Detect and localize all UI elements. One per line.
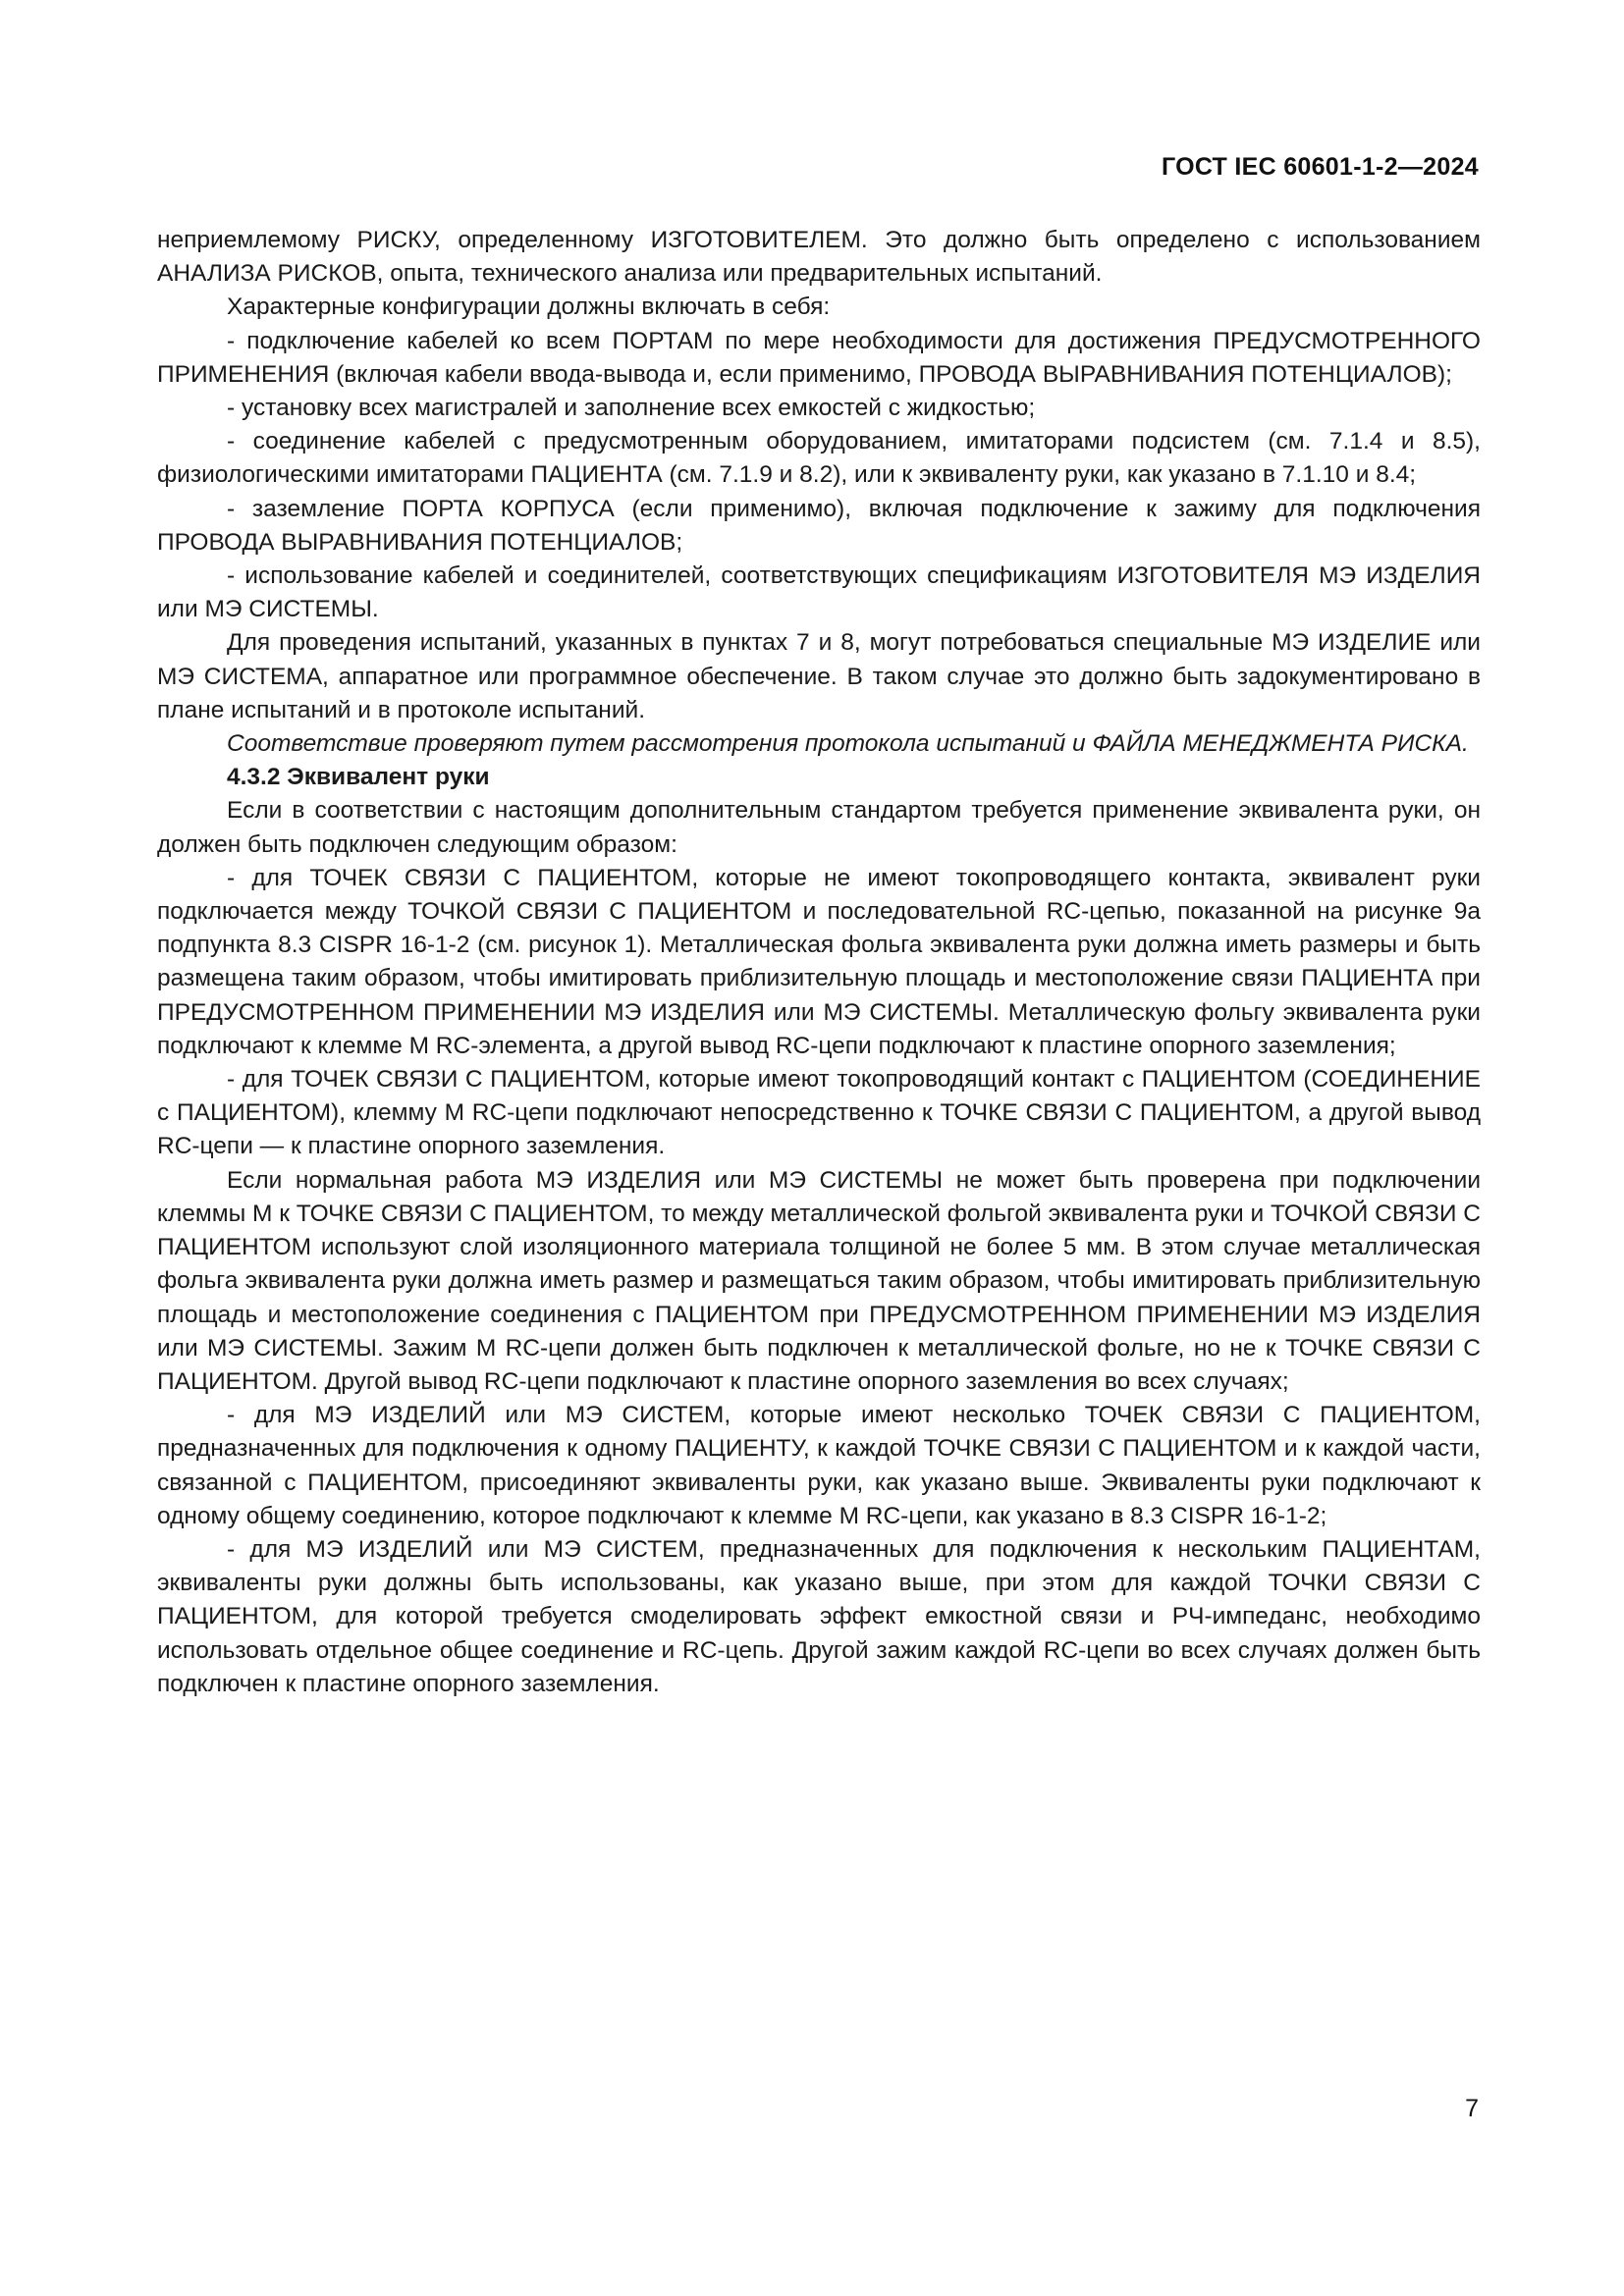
list-item: - соединение кабелей с предусмотренным оборудованием, имитаторами подсистем (см. 7.1.4 и 8.5), физиологическими имитаторами ПАЦИЕНТА (см. 7.1.9 и 8.2), или к эквиваленту руки, как указано в 7.1.10 и 8.4; (157, 428, 1481, 489)
paragraph: Если нормальная работа МЭ ИЗДЕЛИЯ или МЭ СИСТЕМЫ не может быть проверена при подключении клеммы М к ТОЧКЕ СВЯЗИ С ПАЦИЕНТОМ, то между металлической фольгой эквивалента руки и ТОЧКОЙ СВЯЗИ С ПАЦИЕНТОМ используют слой изоляционного материала толщиной не более 5 мм. В этом случае металлическая фольга эквивалента руки должна иметь размер и размещаться таким образом, чтобы имитировать приблизительную площадь и местоположение соединения с ПАЦИЕНТОМ при ПРЕДУСМОТРЕННОМ ПРИМЕНЕНИИ МЭ ИЗДЕЛИЯ или МЭ СИСТЕМЫ. Зажим М RC-цепи должен быть подключен к металлической фольге, но не к ТОЧКЕ СВЯЗИ С ПАЦИЕНТОМ. Другой вывод RC-цепи подключают к пластине опорного заземления во всех случаях; (157, 1166, 1482, 1395)
list-item: - использование кабелей и соединителей, соответствующих спецификациям ИЗГОТОВИТЕЛЯ МЭ ИЗДЕЛИЯ или МЭ СИСТЕМЫ. (157, 562, 1481, 623)
paragraph: Для проведения испытаний, указанных в пунктах 7 и 8, могут потребоваться специальные МЭ ИЗДЕЛИЕ или МЭ СИСТЕМА, аппаратное или программное обеспечение. В таком случае это должно быть задокументировано в плане испытаний и в протоколе испытаний. (157, 629, 1481, 723)
list-item: - для МЭ ИЗДЕЛИЙ или МЭ СИСТЕМ, которые имеют несколько ТОЧЕК СВЯЗИ С ПАЦИЕНТОМ, предназначенных для подключения к одному ПАЦИЕНТУ, к каждой ТОЧКЕ СВЯЗИ С ПАЦИЕНТОМ и к каждой части, связанной с ПАЦИЕНТОМ, присоединяют эквиваленты руки, как указано выше. Эквиваленты руки подключают к одному общему соединению, которое подключают к клемме М RC-цепи, как указано в 8.3 CISPR 16-1-2; (157, 1402, 1481, 1529)
list-item: - для МЭ ИЗДЕЛИЙ или МЭ СИСТЕМ, предназначенных для подключения к нескольким ПАЦИЕНТАМ, эквиваленты руки должны быть использованы, как указано выше, при этом для каждой ТОЧКИ СВЯЗИ С ПАЦИЕНТОМ, для которой требуется смоделировать эффект емкостной связи и РЧ-импеданс, необходимо использовать отдельное общее соединение и RC-цепь. Другой зажим каждой RC-цепи во всех случаях должен быть подключен к пластине опорного заземления. (157, 1535, 1481, 1697)
paragraph: неприемлемому РИСКУ, определенному ИЗГОТОВИТЕЛЕМ. Это должно быть определено с использованием АНАЛИЗА РИСКОВ, опыта, технического анализа или предварительных испытаний. (157, 227, 1481, 288)
paragraph: Если в соответствии с настоящим дополнительным стандартом требуется применение эквивалента руки, он должен быть подключен следующим образом: (157, 797, 1481, 858)
list-item: - подключение кабелей ко всем ПОРТАМ по мере необходимости для достижения ПРЕДУСМОТРЕННОГО ПРИМЕНЕНИЯ (включая кабели ввода-вывода и, если применимо, ПРОВОДА ВЫРАВНИВАНИЯ ПОТЕНЦИАЛОВ); (157, 327, 1481, 388)
section-heading: 4.3.2 Эквивалент руки (227, 764, 490, 791)
document-code-header: ГОСТ IEC 60601-1-2—2024 (1161, 153, 1479, 181)
paragraph: Характерные конфигурации должны включать в себя: (227, 294, 831, 321)
page-number: 7 (1465, 2095, 1479, 2122)
list-item: - для ТОЧЕК СВЯЗИ С ПАЦИЕНТОМ, которые имеют токопроводящий контакт с ПАЦИЕНТОМ (СОЕДИНЕНИЕ с ПАЦИЕНТОМ), клемму М RC-цепи подключают непосредственно к ТОЧКЕ СВЯЗИ С ПАЦИЕНТОМ, а другой вывод RC-цепи — к пластине опорного заземления. (157, 1066, 1481, 1160)
document-body (157, 224, 1481, 1701)
list-item: - установку всех магистралей и заполнение всех емкостей с жидкостью; (227, 395, 1036, 422)
list-item: - для ТОЧЕК СВЯЗИ С ПАЦИЕНТОМ, которые не имеют токопроводящего контакта, эквивалент руки подключается между ТОЧКОЙ СВЯЗИ С ПАЦИЕНТОМ и последовательной RC-цепью, показанной на рисунке 9а подпункта 8.3 CISPR 16-1-2 (см. рисунок 1). Металлическая фольга эквивалента руки должна иметь размеры и быть размещена таким образом, чтобы имитировать приблизительную площадь и местоположение связи ПАЦИЕНТА при ПРЕДУСМОТРЕННОМ ПРИМЕНЕНИИ МЭ ИЗДЕЛИЯ или МЭ СИСТЕМЫ. Металлическую фольгу эквивалента руки подключают к клемме М RC-элемента, а другой вывод RC-цепи подключают к пластине опорного заземления; (157, 864, 1481, 1059)
compliance-note: Соответствие проверяют путем рассмотрения протокола испытаний и ФАЙЛА МЕНЕДЖМЕНТА РИСКА. (227, 730, 1469, 758)
list-item: - заземление ПОРТА КОРПУСА (если применимо), включая подключение к зажиму для подключения ПРОВОДА ВЫРАВНИВАНИЯ ПОТЕНЦИАЛОВ; (157, 495, 1481, 556)
